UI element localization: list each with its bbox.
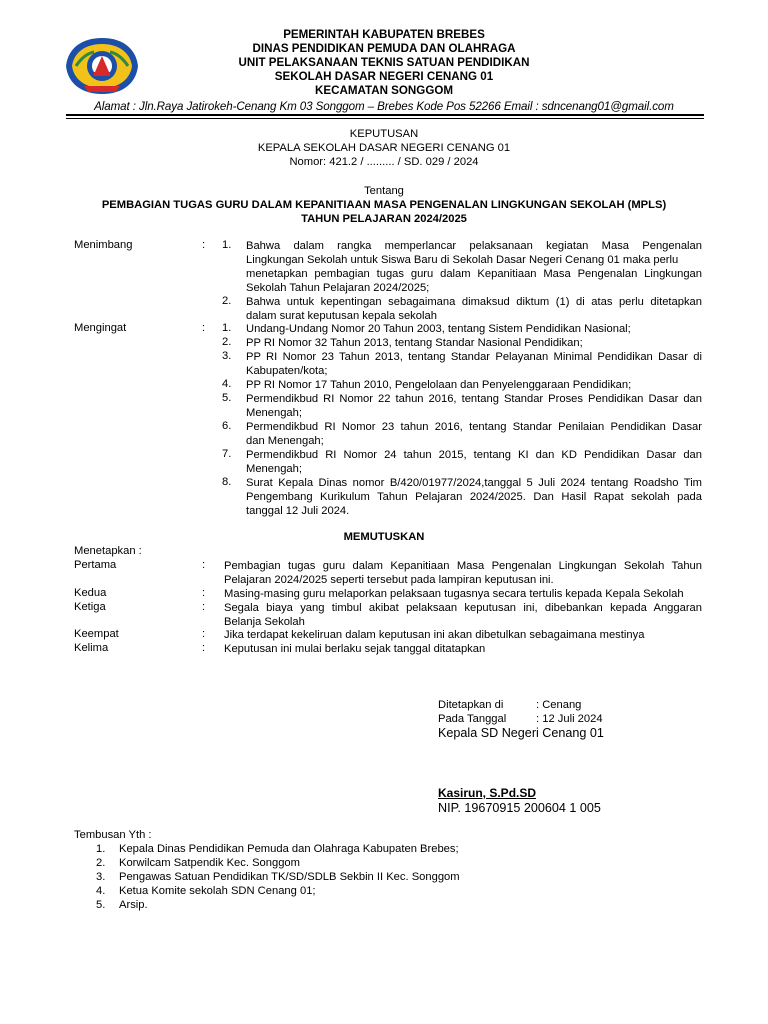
decree-year: TAHUN PELAJARAN 2024/2025 (301, 213, 467, 225)
text-line: Belanja Sekolah (224, 616, 305, 628)
decree-title: PEMBAGIAN TUGAS GURU DALAM KEPANITIAAN MASA PENGENALAN LINGKUNGAN SEKOLAH (MPLS) (101, 199, 667, 211)
colon: : (202, 559, 206, 571)
mengingat-item-3 (246, 350, 702, 378)
item-number: 1. (222, 322, 232, 334)
mengingat-item-8 (246, 476, 702, 518)
cc-item: Arsip. (119, 899, 148, 911)
text-line: Pelajaran 2024/2025 seperti tersebut pada lampiran keputusan ini. (224, 574, 554, 586)
text-line: dan Menengah; (246, 435, 324, 447)
issuer: KEPALA SEKOLAH DASAR NEGERI CENANG 01 (257, 142, 511, 154)
diktum-kelima: Keputusan ini mulai berlaku sejak tanggal ditatapkan (224, 643, 486, 655)
text-line: Bahwa dalam rangka memperlancar pelaksanaan kegiatan Masa Pengenalan (246, 240, 702, 252)
menimbang-item-1 (246, 239, 702, 295)
cc-item: Korwilcam Satpendik Kec. Songgom (119, 857, 300, 869)
text-line: Menengah; (246, 463, 302, 475)
signer-name: Kasirun, S.Pd.SD (438, 786, 537, 800)
signer-position: Kepala SD Negeri Cenang 01 (438, 726, 604, 740)
letterhead-divider (66, 114, 704, 116)
place-value: : Cenang (536, 699, 582, 711)
mengingat-item-5 (246, 392, 702, 420)
document-type: KEPUTUSAN (349, 128, 419, 140)
letterhead-line: PEMERINTAH KABUPATEN BREBES (283, 28, 485, 41)
colon: : (202, 642, 206, 654)
place-label: Ditetapkan di (438, 699, 504, 711)
place-row (438, 699, 581, 711)
colon: : (202, 628, 206, 640)
colon: : (202, 601, 206, 613)
about-label: Tentang (364, 185, 404, 197)
menimbang-item-2 (246, 295, 702, 323)
text-line: Segala biaya yang timbul akibat pelaksaan keputusan ini, dibebankan kepada Anggaran (224, 602, 702, 614)
school-address: Alamat : Jln.Raya Jatirokeh-Cenang Km 03 Songgom – Brebes Kode Pos 52266 Email : sdncenang01@gmail.com (94, 100, 674, 113)
cc-item: Pengawas Satuan Pendidikan TK/SD/SDLB Sekbin II Kec. Songgom (119, 871, 460, 883)
mengingat-item-2: PP RI Nomor 32 Tahun 2013, tentang Standar Nasional Pendidikan; (246, 337, 583, 349)
letterhead-line: DINAS PENDIDIKAN PEMUDA DAN OLAHRAGA (252, 42, 516, 55)
text-line: Lingkungan Sekolah untuk Siswa Baru di Sekolah Dasar Negeri Cenang 01 maka perlu (246, 254, 679, 266)
signer-nip: NIP. 19670915 200604 1 005 (438, 801, 601, 815)
menetapkan-label: Menetapkan : (74, 545, 142, 557)
text-line: Bahwa untuk kepentingan sebagaimana dimaksud diktum (1) di atas perlu ditetapkan (246, 296, 702, 308)
mengingat-label: Mengingat (74, 322, 127, 334)
item-number: 2. (222, 295, 232, 307)
memutuskan-heading: MEMUTUSKAN (343, 531, 425, 543)
menimbang-label: Menimbang (74, 239, 133, 251)
diktum-kedua: Masing-masing guru melaporkan pelaksaan tugasnya secara tertulis kepada Kepala Sekolah (224, 588, 684, 600)
text-line: Surat Kepala Dinas nomor B/420/01977/2024,tanggal 5 Juli 2024 tentang Roadsho Tim (246, 477, 702, 489)
item-number: 7. (222, 448, 232, 460)
diktum-label: Ketiga (74, 601, 106, 613)
text-line: dalam surat keputusan kepala sekolah (246, 310, 437, 322)
date-row (438, 713, 603, 725)
text-line: PP RI Nomor 23 Tahun 2013, tentang Standar Pelayanan Minimal Pendidikan Dasar di (246, 351, 702, 363)
diktum-label: Kedua (74, 587, 107, 599)
diktum-pertama (224, 559, 702, 587)
item-number: 2. (222, 336, 232, 348)
decree-number: Nomor: 421.2 / ......... / SD. 029 / 2024 (289, 156, 479, 168)
item-number: 3. (222, 350, 232, 362)
text-line: Menengah; (246, 407, 302, 419)
cc-item: Ketua Komite sekolah SDN Cenang 01; (119, 885, 316, 897)
cc-number: 3. (96, 871, 106, 883)
diktum-label: Keempat (74, 628, 119, 640)
cc-number: 2. (96, 857, 106, 869)
item-number: 6. (222, 420, 232, 432)
mengingat-item-7 (246, 448, 702, 476)
mengingat-item-4: PP RI Nomor 17 Tahun 2010, Pengelolaan dan Penyelenggaraan Pendidikan; (246, 379, 632, 391)
letterhead-line: KECAMATAN SONGGOM (314, 84, 454, 97)
letterhead-divider-thin (66, 118, 704, 119)
letterhead (0, 28, 768, 113)
colon: : (202, 322, 206, 334)
cc-number: 5. (96, 899, 106, 911)
colon: : (202, 239, 206, 251)
text-line: tanggal 12 Juli 2024. (246, 505, 350, 517)
cc-item: Kepala Dinas Pendidikan Pemuda dan Olahraga Kabupaten Brebes; (119, 843, 459, 855)
mengingat-item-1: Undang-Undang Nomor 20 Tahun 2003, tentang Sistem Pendidikan Nasional; (246, 323, 631, 335)
district-emblem-icon (64, 36, 140, 96)
date-label: Pada Tanggal (438, 713, 507, 725)
mengingat-item-6 (246, 420, 702, 448)
cc-number: 4. (96, 885, 106, 897)
text-line: Pembagian tugas guru dalam Kepanitiaan Masa Pengenalan Lingkungan Sekolah Tahun (224, 560, 702, 572)
item-number: 4. (222, 378, 232, 390)
text-line: menetapkan pembagian tugas guru dalam Kepanitiaan Masa Pengenalan Lingkungan (246, 268, 702, 280)
date-value: : 12 Juli 2024 (536, 713, 603, 725)
text-line: Permendikbud RI Nomor 23 tahun 2016, tentang Standar Penilaian Pendidikan Dasar (246, 421, 702, 433)
item-number: 1. (222, 239, 232, 251)
text-line: Permendikbud RI Nomor 22 tahun 2016, tentang Standar Proses Pendidikan Dasar dan (246, 393, 702, 405)
diktum-label: Pertama (74, 559, 117, 571)
text-line: Permendikbud RI Nomor 24 tahun 2015, tentang KI dan KD Pendidikan Dasar dan (246, 449, 702, 461)
cc-heading: Tembusan Yth : (74, 829, 152, 841)
text-line: Pengembang Kurikulum Tahun Pelajaran 2024/2025. Dan Hasil Rapat sekolah pada (246, 491, 702, 503)
colon: : (202, 587, 206, 599)
text-line: Sekolah Tahun Pelajaran 2024/2025; (246, 282, 430, 294)
cc-number: 1. (96, 843, 106, 855)
item-number: 8. (222, 476, 232, 488)
item-number: 5. (222, 392, 232, 404)
diktum-keempat: Jika terdapat kekeliruan dalam keputusan ini akan dibetulkan sebagaimana mestinya (224, 629, 645, 641)
diktum-ketiga (224, 601, 702, 629)
text-line: Kabupaten/kota; (246, 365, 328, 377)
letterhead-line: SEKOLAH DASAR NEGERI CENANG 01 (274, 70, 494, 83)
letterhead-line: UNIT PELAKSANAAN TEKNIS SATUAN PENDIDIKAN (238, 56, 530, 69)
diktum-label: Kelima (74, 642, 109, 654)
